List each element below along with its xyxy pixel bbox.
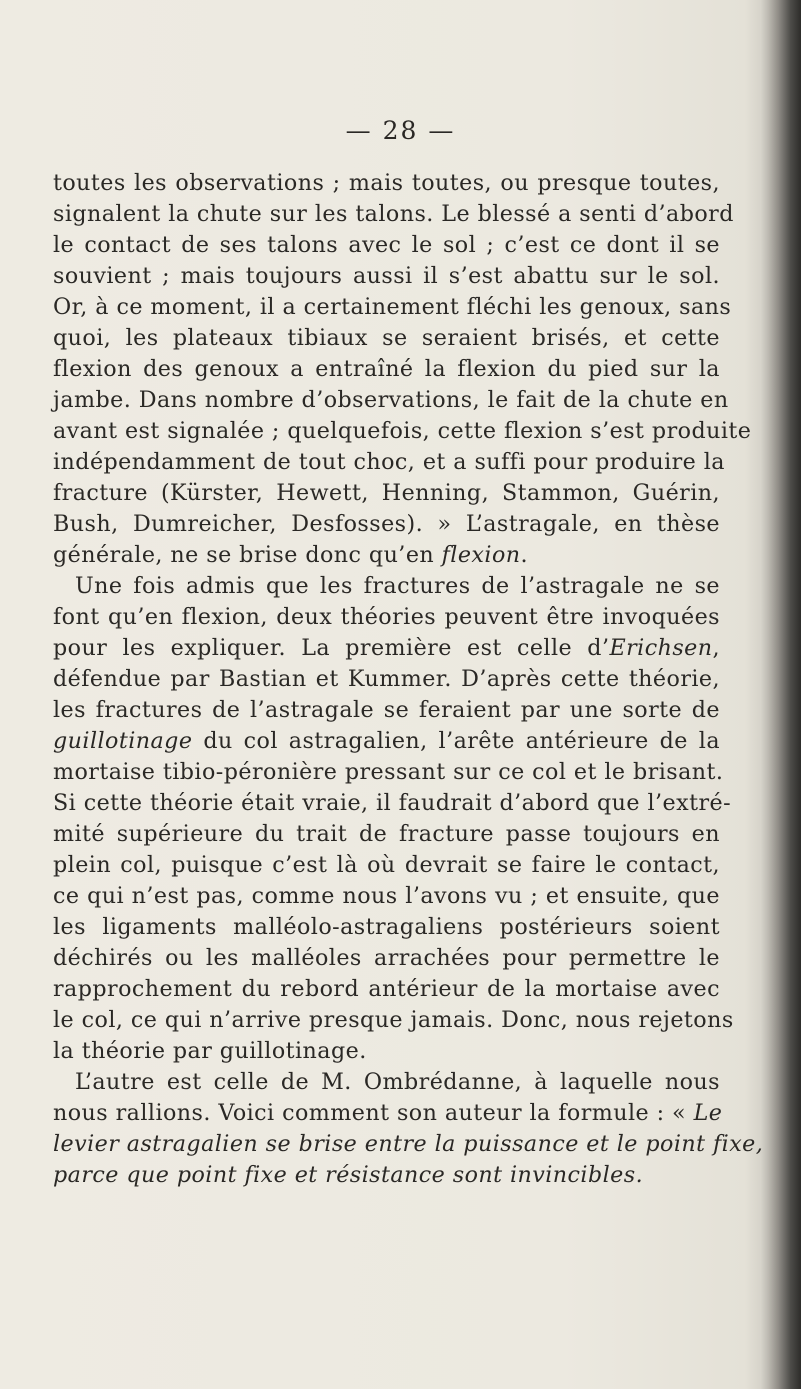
- text-run: L’autre est celle de M. Ombrédanne, à laquelle nous: [75, 1069, 720, 1095]
- text-line: [53, 850, 720, 881]
- text-line: [53, 819, 720, 850]
- text-line: [53, 664, 720, 695]
- text-run: Or, à ce moment, il a certainement fléchi les genoux, sans: [53, 294, 732, 320]
- text-line: [53, 447, 725, 478]
- text-run: souvient ; mais toujours aussi il s’est abattu sur le sol.: [53, 263, 720, 289]
- italic-text-run: Erichsen: [609, 635, 713, 661]
- text-line: [53, 323, 720, 354]
- page-number: — 28 —: [345, 116, 456, 145]
- text-run: du col astragalien, l’arête antérieure de la: [192, 728, 720, 754]
- text-run: font qu’en flexion, deux théories peuvent être invoquées: [53, 604, 720, 630]
- text-line: [53, 199, 734, 230]
- text-run: indépendamment de tout choc, et a suffi pour produire la: [53, 449, 725, 475]
- text-run: Bush, Dumreicher, Desfosses). » L’astragale, en thèse: [53, 511, 720, 537]
- text-run: plein col, puisque c’est là où devrait se faire le contact,: [53, 852, 720, 878]
- text-run: .: [520, 542, 529, 568]
- text-line: [53, 912, 720, 943]
- italic-text-run: guillotinage: [53, 728, 193, 754]
- text-line: [53, 633, 720, 664]
- italic-text-run: parce que point fixe et résistance sont invincibles.: [53, 1162, 644, 1188]
- text-line: [53, 1005, 734, 1036]
- text-run: le contact de ses talons avec le sol ; c’est ce dont il se: [53, 232, 720, 258]
- text-run: flexion des genoux a entraîné la flexion du pied sur la: [53, 356, 720, 382]
- text-line: [53, 757, 724, 788]
- text-run: signalent la chute sur les talons. Le blessé a senti d’abord: [53, 201, 734, 227]
- text-line: [53, 230, 720, 261]
- text-line: [53, 881, 720, 912]
- text-run: toutes les observations ; mais toutes, ou presque toutes,: [53, 170, 720, 196]
- italic-text-run: flexion: [441, 542, 521, 568]
- text-run: mité supérieure du trait de fracture passe toujours en: [53, 821, 720, 847]
- text-run: rapprochement du rebord antérieur de la mortaise avec: [53, 976, 720, 1002]
- text-run: avant est signalée ; quelquefois, cette flexion s’est produite: [53, 418, 752, 444]
- text-line: [53, 1067, 720, 1098]
- text-run: le col, ce qui n’arrive presque jamais. Donc, nous rejetons: [53, 1007, 734, 1033]
- text-run: les fractures de l’astragale se feraient par une sorte de: [53, 697, 720, 723]
- italic-text-run: Le: [693, 1100, 723, 1126]
- text-line: [53, 385, 729, 416]
- text-run: pour les expliquer. La première est celle d’: [53, 635, 610, 661]
- text-run: Si cette théorie était vraie, il faudrait d’abord que l’extré-: [53, 790, 732, 816]
- text-line: [53, 261, 720, 292]
- text-run: déchirés ou les malléoles arrachées pour permettre le: [53, 945, 720, 971]
- text-run: ce qui n’est pas, comme nous l’avons vu ; et ensuite, que: [53, 883, 720, 909]
- text-run: fracture (Kürster, Hewett, Henning, Stammon, Guérin,: [53, 480, 720, 506]
- text-run: Une fois admis que les fractures de l’astragale ne se: [75, 573, 720, 599]
- text-run: générale, ne se brise donc qu’en: [53, 542, 442, 568]
- text-line: [53, 509, 720, 540]
- text-line: [53, 943, 720, 974]
- text-run: jambe. Dans nombre d’observations, le fait de la chute en: [53, 387, 729, 413]
- text-line: [53, 354, 720, 385]
- text-run: défendue par Bastian et Kummer. D’après cette théorie,: [53, 666, 720, 692]
- text-run: nous rallions. Voici comment son auteur la formule : «: [53, 1100, 694, 1126]
- text-run: quoi, les plateaux tibiaux se seraient brisés, et cette: [53, 325, 720, 351]
- text-run: les ligaments malléolo-astragaliens postérieurs soient: [53, 914, 720, 940]
- text-line: [53, 974, 720, 1005]
- text-line: [53, 602, 720, 633]
- italic-text-run: levier astragalien se brise entre la puissance et le point fixe,: [53, 1131, 764, 1157]
- text-line: [53, 478, 720, 509]
- text-line: [53, 726, 720, 757]
- text-line: [53, 788, 732, 819]
- text-line: [53, 1098, 723, 1129]
- text-run: mortaise tibio-péronière pressant sur ce col et le brisant.: [53, 759, 724, 785]
- text-run: la théorie par guillotinage.: [53, 1038, 367, 1064]
- text-run: ,: [712, 635, 720, 661]
- body-text: [53, 168, 764, 1191]
- text-line: [53, 168, 720, 199]
- text-line: [53, 292, 732, 323]
- book-spine: [760, 0, 801, 1389]
- text-line: [53, 416, 752, 447]
- text-line: [53, 1129, 764, 1160]
- text-line: [53, 1160, 720, 1191]
- text-line: [53, 695, 720, 726]
- text-line: [53, 571, 720, 602]
- text-line: [53, 540, 720, 571]
- text-line: [53, 1036, 720, 1067]
